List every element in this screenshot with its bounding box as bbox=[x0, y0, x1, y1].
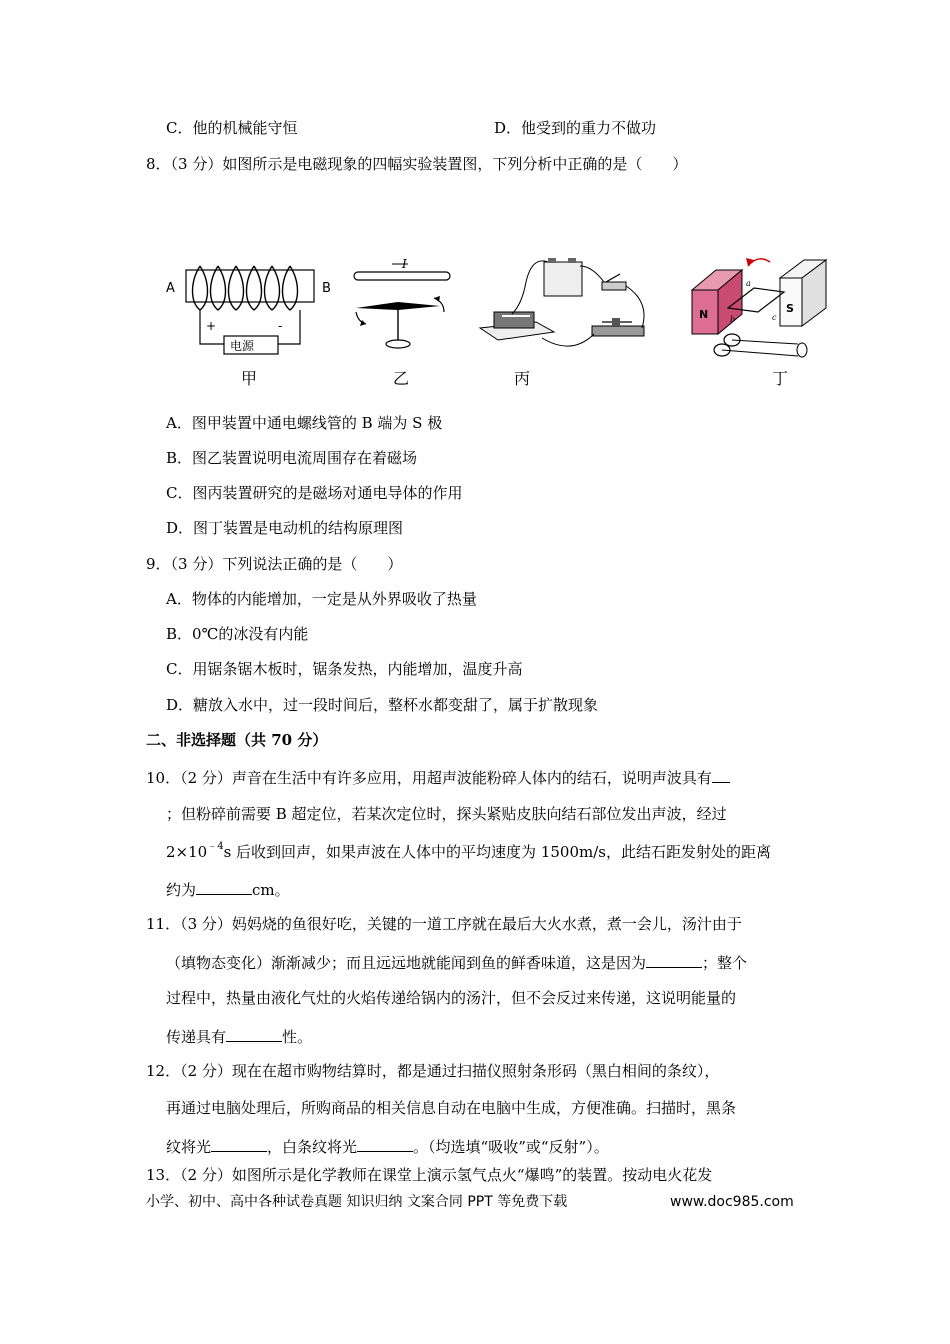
section-heading: 二、非选择题（共 70 分） bbox=[146, 731, 328, 749]
switch bbox=[602, 274, 626, 290]
caption-bing: 丙 bbox=[514, 369, 531, 388]
caption-yi: 乙 bbox=[393, 369, 410, 388]
q11-line3: 过程中，热量由液化气灶的火焰传递给锅内的汤汁，但不会反过来传递，这说明能量的 bbox=[166, 989, 737, 1007]
q13-line1: 13．（2 分）如图所示是化学教师在课堂上演示氢气点火“爆鸣”的装置。按动电火花发 bbox=[146, 1166, 713, 1184]
label-a: A bbox=[166, 281, 175, 296]
q8-option-d: D．图丁装置是电动机的结构原理图 bbox=[166, 519, 404, 537]
caption-ding: 丁 bbox=[772, 369, 789, 388]
label-n: N bbox=[699, 308, 709, 321]
plus-sign: + bbox=[206, 319, 217, 333]
minus-sign: - bbox=[278, 319, 283, 333]
q10-line3: $2\times 10^{﹣4}s$ 后收到回声，如果声波在人体中的平均速度为 1500m/s，此结石距发射处的距离 bbox=[166, 841, 771, 861]
q8-stem: 8．（3 分）如图所示是电磁现象的四幅实验装置图，下列分析中正确的是（ ） bbox=[146, 155, 688, 173]
q10-line1: 10．（2 分）声音在生活中有许多应用，用超声波能粉碎人体内的结石，说明声波具有 bbox=[146, 766, 730, 788]
q8-option-c: C．图丙装置研究的是磁场对通电导体的作用 bbox=[166, 484, 463, 502]
footer-url[interactable]: www.doc985.com bbox=[670, 1194, 794, 1210]
q9-stem: 9．（3 分）下列说法正确的是（ ） bbox=[146, 555, 403, 573]
q10-line4: 约为 cm。 bbox=[166, 878, 290, 900]
q10-line2: ；但粉碎前需要 B 超定位，若某次定位时，探头紧贴皮肤向结石部位发出声波，经过 bbox=[166, 805, 727, 823]
wire bbox=[354, 272, 450, 280]
figure-yi-compass bbox=[348, 252, 458, 356]
current-label: I bbox=[402, 257, 407, 271]
q8-option-a: A．图甲装置中通电螺线管的 B 端为 S 极 bbox=[166, 414, 443, 432]
q8-option-b: B．图乙装置说明电流周围存在着磁场 bbox=[166, 449, 418, 467]
figure-bing-circuit bbox=[472, 252, 657, 364]
q12-line2: 再通过电脑处理后，所购商品的相关信息自动在电脑中生成，方便准确。扫描时，黑条 bbox=[166, 1099, 737, 1117]
q9-option-b: B．0℃的冰没有内能 bbox=[166, 625, 309, 643]
q7-option-c: C．他的机械能守恒 bbox=[166, 119, 298, 137]
label-b: B bbox=[322, 281, 331, 296]
power-label: 电源 bbox=[230, 339, 255, 353]
q11-line4: 传递具有 性。 bbox=[166, 1025, 312, 1047]
magnet-s bbox=[780, 260, 826, 326]
figure-jia-solenoid bbox=[160, 262, 330, 362]
rheostat bbox=[592, 318, 644, 336]
solenoid-coil bbox=[193, 266, 298, 310]
figure-ding-generator bbox=[688, 248, 830, 366]
svg-text:c: c bbox=[772, 313, 777, 322]
q12-line3: 纹将光 ，白条纹将光 。（均选填“吸收”或“反射”）。 bbox=[166, 1135, 609, 1157]
svg-text:a: a bbox=[746, 279, 751, 288]
label-s: S bbox=[786, 302, 794, 315]
q9-option-a: A．物体的内能增加，一定是从外界吸收了热量 bbox=[166, 590, 477, 608]
q9-option-d: D．糖放入水中，过一段时间后，整杯水都变甜了，属于扩散现象 bbox=[166, 696, 599, 714]
rails bbox=[480, 312, 554, 340]
magnet-n bbox=[692, 270, 742, 334]
footer-text: 小学、初中、高中各种试卷真题 知识归纳 文案合同 PPT 等免费下载 bbox=[146, 1194, 568, 1210]
caption-jia: 甲 bbox=[241, 369, 258, 388]
q9-option-c: C．用锯条锯木板时，锯条发热，内能增加，温度升高 bbox=[166, 660, 523, 678]
q7-option-d: D．他受到的重力不做功 bbox=[494, 119, 657, 137]
svg-text:b: b bbox=[730, 315, 736, 324]
q12-line1: 12．（2 分）现在在超市购物结算时，都是通过扫描仪照射条形码（黑白相间的条纹）， bbox=[146, 1062, 720, 1080]
q11-line2: （填物态变化）渐渐减少；而且远远地就能闻到鱼的鲜香味道，这是因为 ；整个 bbox=[166, 951, 747, 973]
battery bbox=[544, 258, 582, 296]
q11-line1: 11．（3 分）妈妈烧的鱼很好吃，关键的一道工序就在最后大火水煮，煮一会儿，汤汁由于 bbox=[146, 915, 742, 933]
